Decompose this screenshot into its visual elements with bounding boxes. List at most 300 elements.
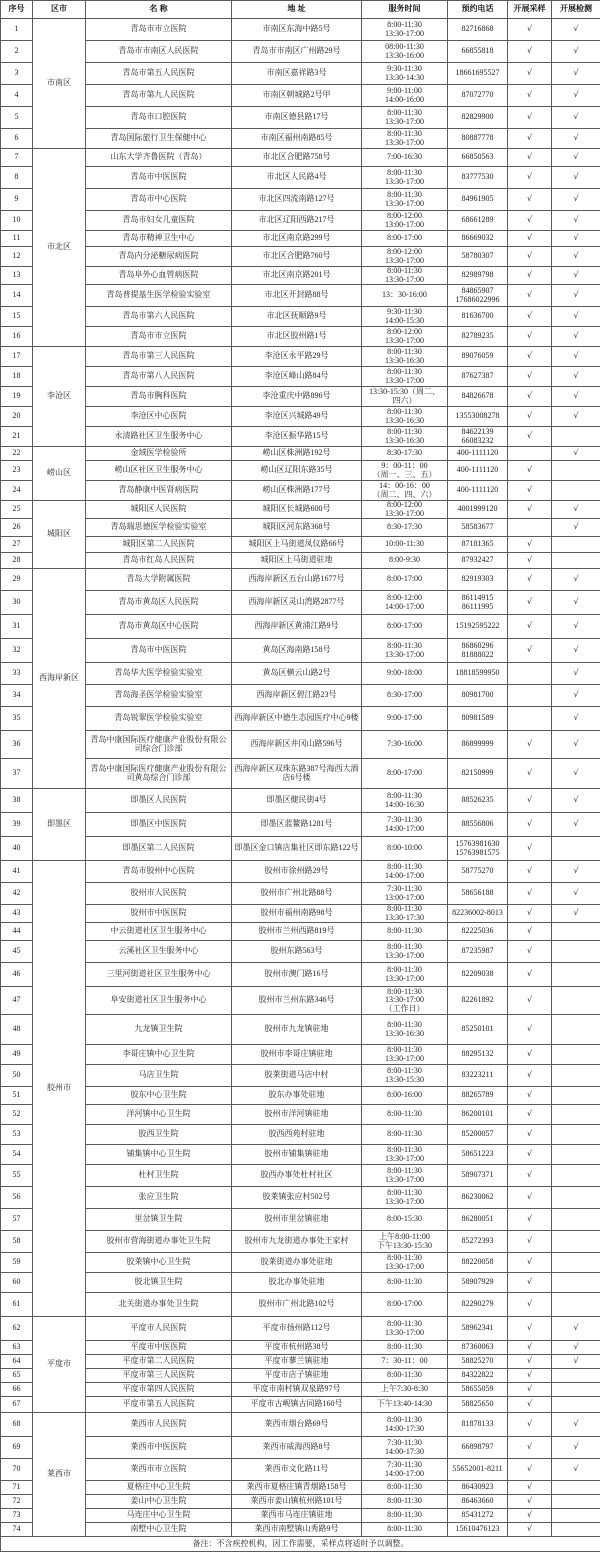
site-name-cell [86,107,232,129]
phone-number: 86899999 [461,739,494,749]
site-name: 青岛市黄岛区中心医院 [118,621,199,631]
sampling-cell [508,267,552,285]
address-cell [232,129,362,149]
testing-cell [552,189,600,211]
service-hours-line: 9:00-18:00 [386,668,423,678]
hours-cell [362,1383,448,1397]
check-mark: √ [573,819,579,829]
table-row [1,789,600,813]
service-hours-line: 8:00-11:30 [387,1510,422,1520]
site-address: 市北区辽阳西路217号 [258,215,335,225]
phone-number: 86200101 [461,1109,494,1119]
phone-cell [448,1045,508,1065]
phone-number: 81636700 [461,311,494,321]
phone-cell [448,923,508,941]
service-hours-line: 14:00-17:00 [384,823,425,833]
check-mark: √ [526,68,533,78]
phone-cell [448,129,508,149]
site-name-cell [86,1065,232,1087]
testing-cell [552,231,600,247]
district-name: 市北区 [47,242,71,252]
site-name: 青岛锐翠医学检验实验室 [114,713,203,723]
service-hours-line: 13:30-17:00 [384,508,425,518]
phone-cell [448,407,508,427]
service-hours-line: 7:00-16:30 [386,152,423,162]
hours-cell [362,1187,448,1209]
testing-cell [552,963,600,987]
seq-cell [1,789,33,813]
sampling-cell [508,1045,552,1065]
address-cell [232,247,362,267]
table-row [1,663,600,685]
seq-cell [1,1209,33,1231]
table-row [1,1437,600,1459]
sampling-cell [508,63,552,85]
seq-cell [1,189,33,211]
table-row [1,941,600,963]
phone-cell [448,461,508,481]
site-name-cell [86,149,232,167]
table-row [1,427,600,447]
phone-cell [448,1165,508,1187]
site-name-cell [86,1273,232,1293]
sampling-cell [508,837,552,861]
seq-number: 68 [12,1419,21,1429]
sampling-cell [508,1125,552,1145]
seq-number: 22 [12,448,21,458]
table-row [1,85,600,107]
site-name-cell [86,41,232,63]
service-hours-line: 8:00-11:30 [387,942,422,951]
seq-number: 31 [12,621,21,631]
check-mark: √ [573,194,579,204]
table-row [1,1413,600,1437]
site-name-cell [86,1105,232,1125]
site-address: 市北区抚顺路9号 [266,311,327,321]
testing-cell [552,1495,600,1509]
site-address: 胶州市广州北路102号 [258,1299,335,1309]
seq-cell [1,129,33,149]
table-footer [1,1537,600,1552]
hours-cell [362,1523,448,1537]
check-mark: √ [526,90,533,100]
site-name: 青岛市第八人民医院 [122,371,195,381]
site-address: 即墨区蓝鳌路1281号 [260,819,333,829]
sampling-cell [508,685,552,707]
testing-cell [552,167,600,189]
district-name: 李沧区 [47,391,71,401]
phone-cell [448,307,508,327]
testing-cell [552,905,600,923]
sampling-cell [508,107,552,129]
seq-cell [1,427,33,447]
hours-cell [362,1397,448,1413]
site-name: 青岛市市南区人民医院 [118,46,199,56]
address-cell [232,1369,362,1383]
check-mark: √ [526,621,533,631]
hours-cell [362,1437,448,1459]
seq-number: 19 [12,391,21,401]
phone-number: 18818599950 [455,668,500,678]
site-address: 胶西办事处杜村社区 [260,1170,333,1180]
address-cell [232,1459,362,1481]
address-cell [232,1437,362,1459]
site-address: 市北区开封路88号 [264,290,329,300]
service-hours-line: 8:00-11:30 [387,1020,422,1029]
phone-number: 86463660 [461,1496,494,1506]
sampling-cell [508,41,552,63]
testing-cell [552,461,600,481]
site-name-cell [86,461,232,481]
check-mark: √ [526,1049,533,1059]
hours-cell [362,447,448,461]
site-name-cell [86,347,232,367]
testing-cell [552,1369,600,1383]
service-hours-line: 13:30-17:00 [384,1196,425,1206]
sampling-cell [508,1509,552,1523]
site-name: 青岛市第六人民医院 [122,311,195,321]
sampling-cell [508,1383,552,1397]
testing-cell [552,1145,600,1165]
sampling-cell [508,861,552,883]
sampling-cell [508,285,552,307]
site-name: 云溪社区卫生服务中心 [118,946,199,956]
header-sampling: 开展采样 [508,1,552,19]
phone-number: 83777530 [461,172,494,182]
sampling-cell [508,1187,552,1209]
check-mark: √ [526,1496,533,1506]
service-hours-line: 下午13:40-14:30 [376,1399,433,1409]
site-name: 平度市第二人民医院 [122,1356,195,1366]
header-seq: 序号 [1,1,33,19]
service-hours-line: 13:30-17:00 [384,176,425,186]
site-name-cell [86,883,232,905]
phone-cell [448,1087,508,1105]
site-name: 平度市第五人民医院 [122,1399,195,1409]
phone-number: 82150999 [461,768,494,778]
service-hours-line: 13:30-17:00 [384,28,425,38]
seq-number: 49 [12,1049,21,1059]
table-row [1,1293,600,1317]
check-mark: √ [526,391,533,401]
site-address: 城阳区长城路600号 [262,504,331,514]
service-hours-line: 13:30-17:00 [384,375,425,385]
site-address: 李沧重庆中路896号 [262,391,331,401]
check-mark: √ [526,485,533,495]
hours-cell [362,941,448,963]
testing-cell [552,1383,600,1397]
site-name: 即墨区中医医院 [130,819,187,829]
district-name: 即墨区 [47,819,71,829]
seq-cell [1,1253,33,1273]
site-name: 永清路社区卫生服务中心 [114,431,203,441]
seq-number: 38 [12,795,21,805]
table-row [1,1015,600,1045]
table-row [1,519,600,537]
address-cell [232,1355,362,1369]
hours-cell [362,923,448,941]
seq-number: 2 [14,46,19,56]
seq-cell [1,639,33,663]
sampling-cell [508,987,552,1015]
site-address: 胶州市里岔镇驻地 [264,1214,329,1224]
district-name: 市南区 [47,78,71,88]
phone-number: 18661695527 [455,68,500,78]
seq-cell [1,267,33,285]
site-name: 胶州市中医医院 [130,908,187,918]
service-hours-line: 8:00-11:30 [387,965,422,974]
phone-number: 66850563 [461,152,494,162]
testing-cell [552,789,600,813]
site-name: 青岛市黄岛区人民医院 [118,597,199,607]
phone-number: 58825270 [461,1356,494,1366]
seq-number: 44 [12,926,21,936]
phone-cell [448,85,508,107]
seq-cell [1,813,33,837]
check-mark: √ [526,24,533,34]
table-row [1,1481,600,1495]
site-name: 即墨区第二人民医院 [122,843,195,853]
table-row [1,1355,600,1369]
testing-cell [552,1045,600,1065]
site-name: 胶莱镇中心卫生院 [126,1257,191,1267]
service-hours-line: 7:30-16:00 [386,739,423,749]
phone-number: 58907929 [461,1277,494,1287]
service-hours-line: 8:00-12:00 [386,593,423,602]
table-row [1,591,600,615]
seq-number: 69 [12,1442,21,1452]
seq-number: 35 [12,713,21,723]
hours-cell [362,1231,448,1253]
site-address: 市南区福州南路85号 [260,133,333,143]
site-address: 胶东办事处驻地 [268,1090,325,1100]
address-cell [232,481,362,501]
phone-number: 66083232 [461,435,494,445]
sampling-cell [508,1459,552,1481]
service-hours-line: 9:30-11:30 [387,64,422,73]
testing-cell [552,1413,600,1437]
service-hours-line: 13:30-15:30 [384,1074,425,1084]
service-hours-line: 14:00-17:30 [384,1423,425,1433]
testing-cell [552,1253,600,1273]
table-row [1,167,600,189]
site-address: 西海岸新区五台山路1677号 [248,574,345,584]
hours-cell [362,1369,448,1383]
site-name: 青岛市第九人民医院 [122,90,195,100]
phone-number: 15610476123 [455,1524,500,1534]
service-hours-line: 8:00-10:00 [386,843,423,853]
phone-cell [448,149,508,167]
address-cell [232,789,362,813]
service-hours-line: 9:00-17:00 [386,713,423,723]
service-hours-line: 8:00-11:30 [387,1319,422,1328]
testing-cell [552,1105,600,1125]
service-hours-line: 13:30-17:00 [384,1053,425,1063]
site-name: 青岛国际旅行卫生保健中心 [110,133,207,143]
hours-cell [362,1341,448,1355]
seq-cell [1,615,33,639]
site-name: 青岛阜外心血管病医院 [118,270,199,280]
sampling-cell [508,707,552,731]
check-mark: √ [573,668,579,678]
site-name-cell [86,1341,232,1355]
site-name: 青岛市市立医院 [130,331,187,341]
seq-cell [1,1481,33,1495]
check-mark: √ [573,1356,579,1366]
site-name-cell [86,837,232,861]
seq-number: 6 [14,133,19,143]
address-cell [232,19,362,41]
address-cell [232,813,362,837]
site-address: 平度市南村镇双泉路97号 [252,1384,341,1394]
header-phone: 预约电话 [448,1,508,19]
sampling-cell [508,905,552,923]
testing-cell [552,1293,600,1317]
service-hours-line: 8:00-11:30 [387,1129,422,1139]
check-mark: √ [573,290,579,300]
phone-number: 82919303 [461,574,494,584]
testing-cell [552,861,600,883]
phone-cell [448,731,508,759]
service-hours-line: 8:00-11:30 [387,20,422,29]
sampling-cell [508,129,552,149]
hours-cell [362,285,448,307]
address-cell [232,427,362,447]
site-name-cell [86,569,232,591]
seq-cell [1,1383,33,1397]
site-name-cell [86,1231,232,1253]
seq-number: 45 [12,946,21,956]
site-name: 即墨区人民医院 [130,795,187,805]
phone-number: 84622139 [461,427,494,436]
site-address: 胶州市九龙镇驻地 [264,1024,329,1034]
check-mark: √ [573,371,579,381]
check-mark: √ [526,1277,533,1287]
table-row [1,731,600,759]
seq-cell [1,1165,33,1187]
district-name: 胶州市 [47,1083,71,1093]
hours-cell [362,85,448,107]
hours-cell [362,883,448,905]
seq-cell [1,685,33,707]
table-row [1,63,600,85]
address-cell [232,1209,362,1231]
address-cell [232,923,362,941]
testing-cell [552,1355,600,1369]
service-hours-line: 13:30-17:00 [384,973,425,983]
check-mark: √ [573,90,579,100]
site-address: 市南区朝城路2号甲 [262,90,331,100]
seq-number: 9 [14,194,19,204]
address-cell [232,1065,362,1087]
seq-cell [1,987,33,1015]
service-hours-line: （工作日） [384,1003,425,1013]
phone-cell [448,639,508,663]
seq-cell [1,663,33,685]
seq-cell [1,387,33,407]
site-name: 青岛华大医学检验实验室 [114,668,203,678]
seq-number: 13 [12,270,21,280]
site-address: 莱西市烟台路69号 [264,1419,329,1429]
seq-number: 43 [12,908,21,918]
table-row [1,189,600,211]
phone-cell [448,1125,508,1145]
hours-cell [362,759,448,789]
address-cell [232,1125,362,1145]
testing-cell [552,1187,600,1209]
check-mark: √ [573,411,579,421]
hours-cell [362,501,448,519]
check-mark: √ [526,1323,533,1333]
address-cell [232,85,362,107]
hours-cell [362,1105,448,1125]
testing-cell [552,481,600,501]
seq-number: 56 [12,1192,21,1202]
sampling-cell [508,1397,552,1413]
site-name-cell [86,1413,232,1437]
sampling-cell [508,1231,552,1253]
district-cell [33,149,86,347]
check-mark: √ [526,1299,533,1309]
phone-number: 87181365 [461,539,494,549]
check-mark: √ [526,1257,533,1267]
phone-cell [448,789,508,813]
testing-cell [552,731,600,759]
table-row [1,247,600,267]
hours-cell [362,963,448,987]
check-mark: √ [526,1442,533,1452]
hours-cell [362,1253,448,1273]
check-mark: √ [573,574,579,584]
phone-number: 58583677 [461,522,494,532]
site-address: 胶州市洋河镇驻地 [264,1109,329,1119]
site-address: 崂山区株洲路192号 [262,448,331,458]
district-cell [33,569,86,789]
phone-cell [448,1509,508,1523]
service-hours-line: 13:30-17:00 [384,1261,425,1271]
address-cell [232,1145,362,1165]
hours-cell [362,327,448,347]
address-cell [232,387,362,407]
check-mark: √ [526,172,533,182]
seq-cell [1,1317,33,1341]
address-cell [232,1523,362,1537]
check-mark: √ [526,371,533,381]
check-mark: √ [573,795,579,805]
site-name-cell [86,987,232,1015]
phone-cell [448,553,508,569]
seq-number: 25 [12,504,21,514]
testing-cell [552,537,600,553]
sampling-cell [508,941,552,963]
seq-cell [1,1293,33,1317]
seq-number: 33 [12,668,21,678]
hours-cell [362,149,448,167]
check-mark: √ [526,1149,533,1159]
phone-number: 17686022996 [455,294,500,304]
testing-cell [552,837,600,861]
phone-number: 83223211 [461,1070,494,1080]
phone-cell [448,537,508,553]
phone-number: 82225036 [461,926,494,936]
hours-cell [362,1065,448,1087]
table-row [1,553,600,569]
seq-cell [1,85,33,107]
seq-number: 62 [12,1323,21,1333]
site-name-cell [86,1045,232,1065]
seq-number: 14 [12,290,21,300]
seq-number: 52 [12,1109,21,1119]
